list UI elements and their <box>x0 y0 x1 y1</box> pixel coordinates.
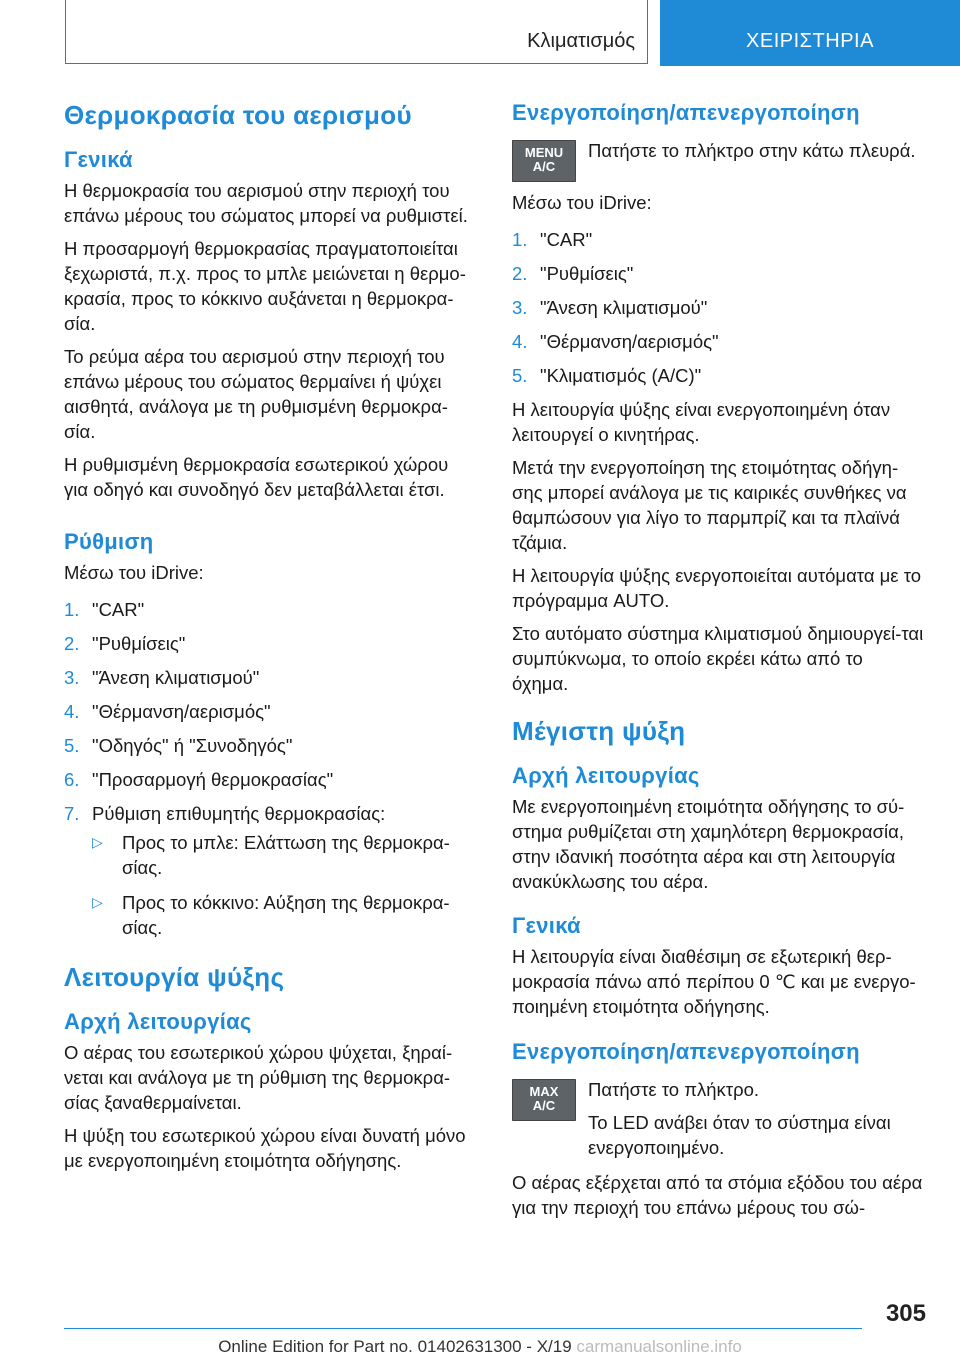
list-item: 4. "Θέρμανση/αερισμός" <box>64 701 271 722</box>
list-item: 2. "Ρυθμίσεις" <box>64 633 186 654</box>
sub-list-item: ▷ Προς το κόκκινο: Αύξηση της θερμοκρα-σίας. <box>92 892 450 938</box>
list-item: 5. "Οδηγός" ή "Συνοδηγός" <box>64 735 293 756</box>
menu-ac-button-icon: MENU A/C <box>512 140 576 182</box>
paragraph: Μετά την ενεργοποίηση της ετοιμότητας οδήγη-σης μπορεί ανάλογα με τις καιρικές συνθήκες να θαμπώσουν για λίγο το παρμπρίζ και τα πλαϊνά τζάμια. <box>512 457 907 553</box>
sub-list-item: ▷ Προς το μπλε: Ελάττωση της θερμοκρα-σίας. <box>92 832 450 878</box>
paragraph: Ο αέρας εξέρχεται από τα στόμια εξόδου του αέρα για την περιοχή του επάνω μέρους του σώ- <box>512 1172 923 1218</box>
section-title: Κλιματισμός <box>527 30 635 52</box>
heading-vent-temperature: Θερμοκρασία του αερισμού <box>64 100 412 130</box>
heading-setting: Ρύθμιση <box>64 529 154 554</box>
max-ac-row <box>512 1077 924 1160</box>
paragraph: Η προσαρμογή θερμοκρασίας πραγματοποιείται ξεχωριστά, π.χ. προς το μπλε μειώνεται η θερμο-κρασία, προς το κόκκινο αυξάνεται η θερμοκρα-σία. <box>64 238 466 334</box>
list-item: 6. "Προσαρμογή θερμοκρασίας" <box>64 769 334 790</box>
heading-on-off: Ενεργοποίηση/απενεργοποίηση <box>512 100 860 125</box>
steps-list <box>64 597 476 940</box>
chapter-title: ΧΕΙΡΙΣΤΗΡΙΑ <box>746 30 874 52</box>
paragraph: Με ενεργοποιημένη ετοιμότητα οδήγησης το σύ-στημα ρυθμίζεται στη χαμηλότερη θερμοκρασία, στην ιδανική ποσότητα αέρα και στη λειτουργία ανακύκλωσης του αέρα. <box>512 796 905 892</box>
paragraph: Το ρεύμα αέρα του αερισμού στην περιοχή του επάνω μέρους του σώματος θερμαίνει ή ψύχει αισθητά, ανάλογα με τη ρυθμισμένη θερμοκρα-σία. <box>64 346 448 442</box>
via-idrive: Μέσω του iDrive: <box>64 562 204 583</box>
list-item: 4. "Θέρμανση/αερισμός" <box>512 331 719 352</box>
heading-general: Γενικά <box>512 913 581 938</box>
heading-cooling-function: Λειτουργία ψύξης <box>64 962 285 992</box>
paragraph: Πατήστε το πλήκτρο στην κάτω πλευρά. <box>588 140 916 161</box>
paragraph: Ο αέρας του εσωτερικού χώρου ψύχεται, ξηραί-νεται και ανάλογα με τη ρύθμιση της θερμοκρα-σίας ξαναθερμαίνεται. <box>64 1042 453 1113</box>
heading-principle: Αρχή λειτουργίας <box>512 763 700 788</box>
list-item: 1. "CAR" <box>64 599 145 620</box>
paragraph: Η λειτουργία ψύξης είναι ενεργοποιημένη όταν λειτουργεί ο κινητήρας. <box>512 399 891 445</box>
paragraph: Στο αυτόματο σύστημα κλιματισμού δημιουργεί-ται συμπύκνωμα, το οποίο εκρέει κάτω από το όχημα. <box>512 623 924 694</box>
list-item: 5. "Κλιματισμός (A/C)" <box>512 365 702 386</box>
steps-list <box>512 227 924 388</box>
list-item: 3. "Άνεση κλιματισμού" <box>64 667 260 688</box>
triangle-bullet-icon: ▷ <box>92 894 103 910</box>
page-header <box>0 0 960 66</box>
sub-list <box>92 830 476 940</box>
max-ac-button-icon: MAX A/C <box>512 1079 576 1121</box>
paragraph: Η λειτουργία είναι διαθέσιμη σε εξωτερική θερ-μοκρασία πάνω από περίπου 0 ℃ και με ενεργο-ποιημένη ετοιμότητα οδήγησης. <box>512 946 916 1017</box>
paragraph: Πατήστε το πλήκτρο. <box>588 1079 760 1100</box>
footer <box>0 1337 960 1357</box>
left-column <box>64 98 476 1181</box>
heading-general: Γενικά <box>64 147 133 172</box>
paragraph: Η λειτουργία ψύξης ενεργοποιείται αυτόματα με το πρόγραμμα AUTO. <box>512 565 922 611</box>
list-item: 2. "Ρυθμίσεις" <box>512 263 634 284</box>
right-column <box>512 98 924 1228</box>
footer-divider <box>64 1328 862 1329</box>
menu-ac-row <box>512 138 924 182</box>
chapter-tab <box>660 0 960 66</box>
heading-max-cooling: Μέγιστη ψύξη <box>512 716 686 746</box>
heading-principle: Αρχή λειτουργίας <box>64 1009 252 1034</box>
section-tab <box>65 0 648 64</box>
footer-text: Online Edition for Part no. 01402631300 - X/19 <box>218 1337 572 1356</box>
watermark: carmanualsonline.info <box>576 1337 742 1356</box>
list-item: 3. "Άνεση κλιματισμού" <box>512 297 708 318</box>
triangle-bullet-icon: ▷ <box>92 834 103 850</box>
paragraph: Η ρυθμισμένη θερμοκρασία εσωτερικού χώρου για οδηγό και συνοδηγό δεν μεταβάλλεται έτσι. <box>64 454 449 500</box>
paragraph: Το LED ανάβει όταν το σύστημα είναι ενεργοποιημένο. <box>588 1112 891 1158</box>
list-item: 1. "CAR" <box>512 229 593 250</box>
paragraph: Η θερμοκρασία του αερισμού στην περιοχή του επάνω μέρους του σώματος μπορεί να ρυθμιστεί. <box>64 180 468 226</box>
via-idrive: Μέσω του iDrive: <box>512 192 652 213</box>
list-item: 7. Ρύθμιση επιθυμητής θερμοκρασίας: ▷ Προς το μπλε: Ελάττωση της θερμοκρα-σίας. ▷ Προς το κόκκινο: Αύξηση της θερμοκρα-σίας. <box>64 801 476 940</box>
heading-on-off: Ενεργοποίηση/απενεργοποίηση <box>512 1039 860 1064</box>
paragraph: Η ψύξη του εσωτερικού χώρου είναι δυνατή μόνο με ενεργοποιημένη ετοιμότητα οδήγησης. <box>64 1125 466 1171</box>
page-number: 305 <box>885 1300 926 1327</box>
